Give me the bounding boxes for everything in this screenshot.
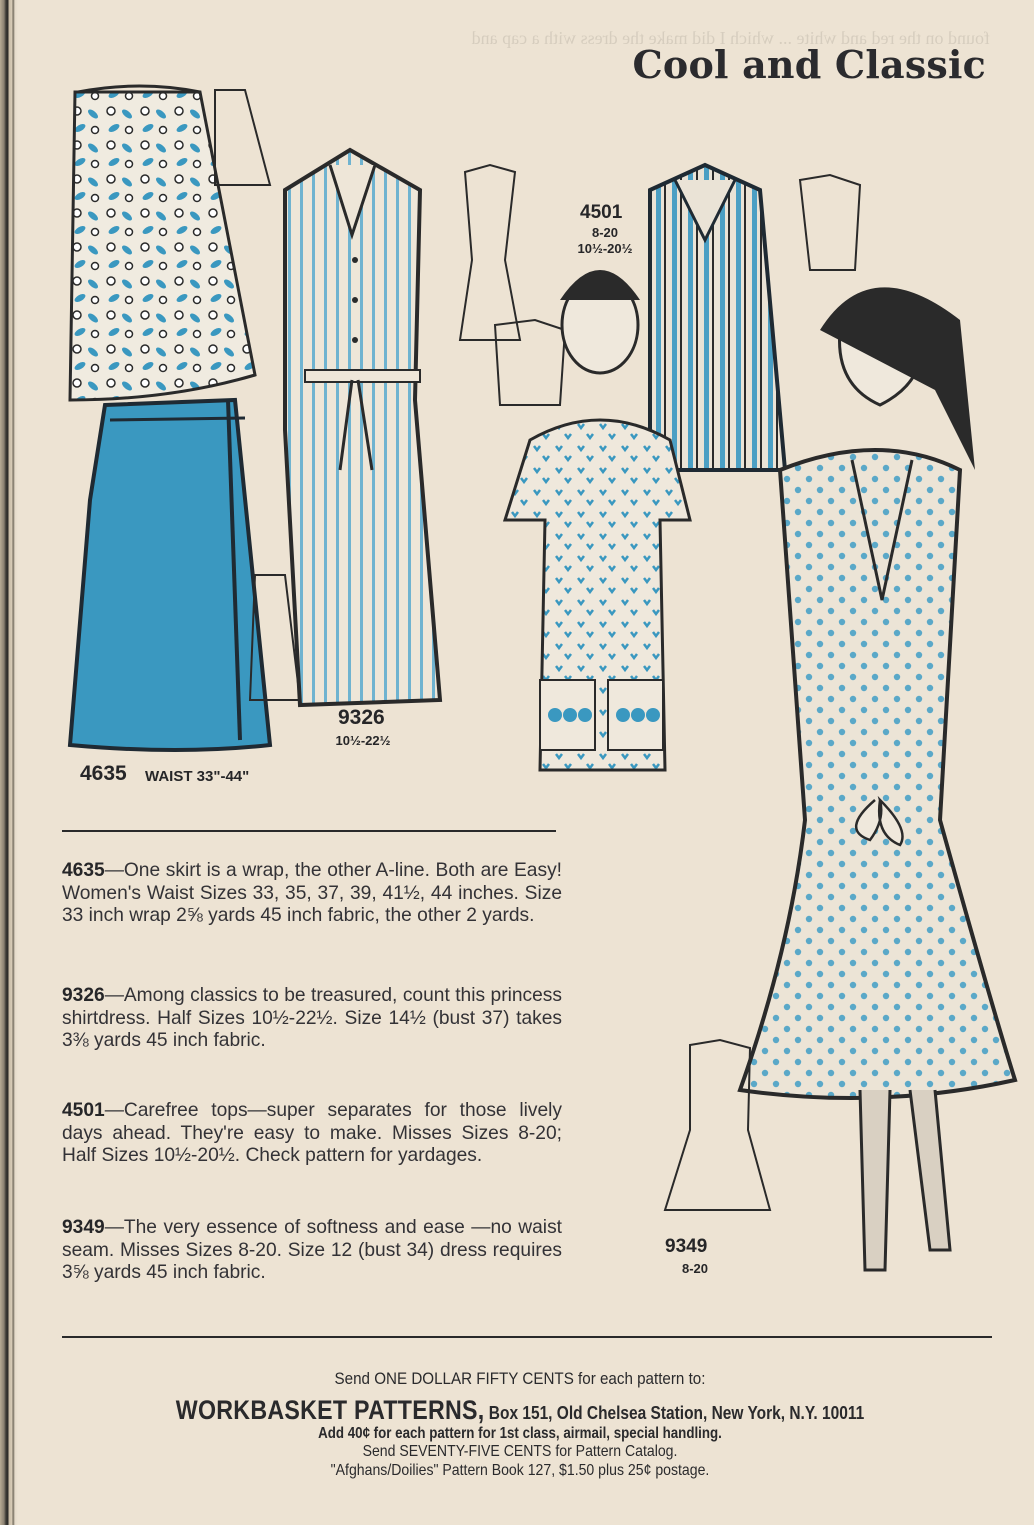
pattern-label-9326: 9326 [338,706,385,729]
description-4501: 4501—Carefree tops—super separates for those lively days ahead. They're easy to make. Misses Sizes 8-20; Half Sizes 10½-20½. Check pattern for yardages. [62,1100,562,1166]
description-number: 4635 [62,860,105,881]
description-9349: 9349—The very essence of softness and ease —no waist seam. Misses Sizes 8-20. Size 12 (bust 34) dress requires 3⅝ yards 45 inch fabric. [62,1217,562,1283]
pattern-sizes-9349: 8-20 [681,1261,709,1276]
section-divider-top [62,830,556,832]
description-text: Carefree tops—super separates for those lively days ahead. They're easy to make. Misses Sizes 8-20; Half Sizes 10½-20½. Check pattern for yardages. [62,1100,562,1166]
pattern-sizes-4501-misses: 8-20 [591,225,619,240]
show-through-text: found on the red and white ... which I did make the dress with a cap and [471,28,990,48]
pattern-sizes-4635: WAIST 33"-44" [145,768,250,785]
description-number: 4501 [62,1100,105,1121]
order-instruction: Send ONE DOLLAR FIFTY CENTS for each pattern to: [334,1370,706,1388]
description-text: The very essence of softness and ease —no waist seam. Misses Sizes 8-20. Size 12 (bust 34) dress requires 3⅝ yards 45 inch fabric. [62,1217,562,1283]
description-number: 9349 [62,1217,105,1238]
pattern-book-note: "Afghans/Doilies" Pattern Book 127, $1.50 plus 25¢ postage. [330,1462,710,1479]
description-number: 9326 [62,985,105,1006]
pattern-label-4501: 4501 [580,202,623,223]
description-text: One skirt is a wrap, the other A-line. Both are Easy! Women's Waist Sizes 33, 35, 37, 39, 41½, 44 inches. Size 33 inch wrap 2⅝ yards 45 inch fabric, the other 2 yards. [62,860,562,926]
pattern-label-9349: 9349 [665,1236,708,1257]
description-4635: 4635—One skirt is a wrap, the other A-line. Both are Easy! Women's Waist Sizes 33, 35, 37, 39, 41½, 44 inches. Size 33 inch wrap 2⅝ yards 45 inch fabric, the other 2 yards. [62,860,562,926]
page-title: Cool and Classic [632,42,986,87]
shipping-note: Add 40¢ for each pattern for 1st class, airmail, special handling. [318,1425,722,1442]
section-divider-bottom [62,1336,992,1338]
pattern-sizes-9326: 10½-22½ [335,733,391,748]
description-text: Among classics to be treasured, count this princess shirtdress. Half Sizes 10½-22½. Size 14½ (bust 37) takes 3⅜ yards 45 inch fabric. [62,985,562,1051]
catalog-note: Send SEVENTY-FIVE CENTS for Pattern Catalog. [362,1443,678,1460]
brand-name: WORKBASKET PATTERNS, [175,1395,485,1425]
pattern-label-4635: 4635 [80,762,127,785]
description-9326: 9326—Among classics to be treasured, count this princess shirtdress. Half Sizes 10½-22½. Size 14½ (bust 37) takes 3⅜ yards 45 inch fabric. [62,985,562,1051]
pattern-sizes-4501-half: 10½-20½ [577,241,633,256]
mailing-address: Box 151, Old Chelsea Station, New York, N.Y. 10011 [484,1403,865,1423]
order-address [107,1395,933,1426]
